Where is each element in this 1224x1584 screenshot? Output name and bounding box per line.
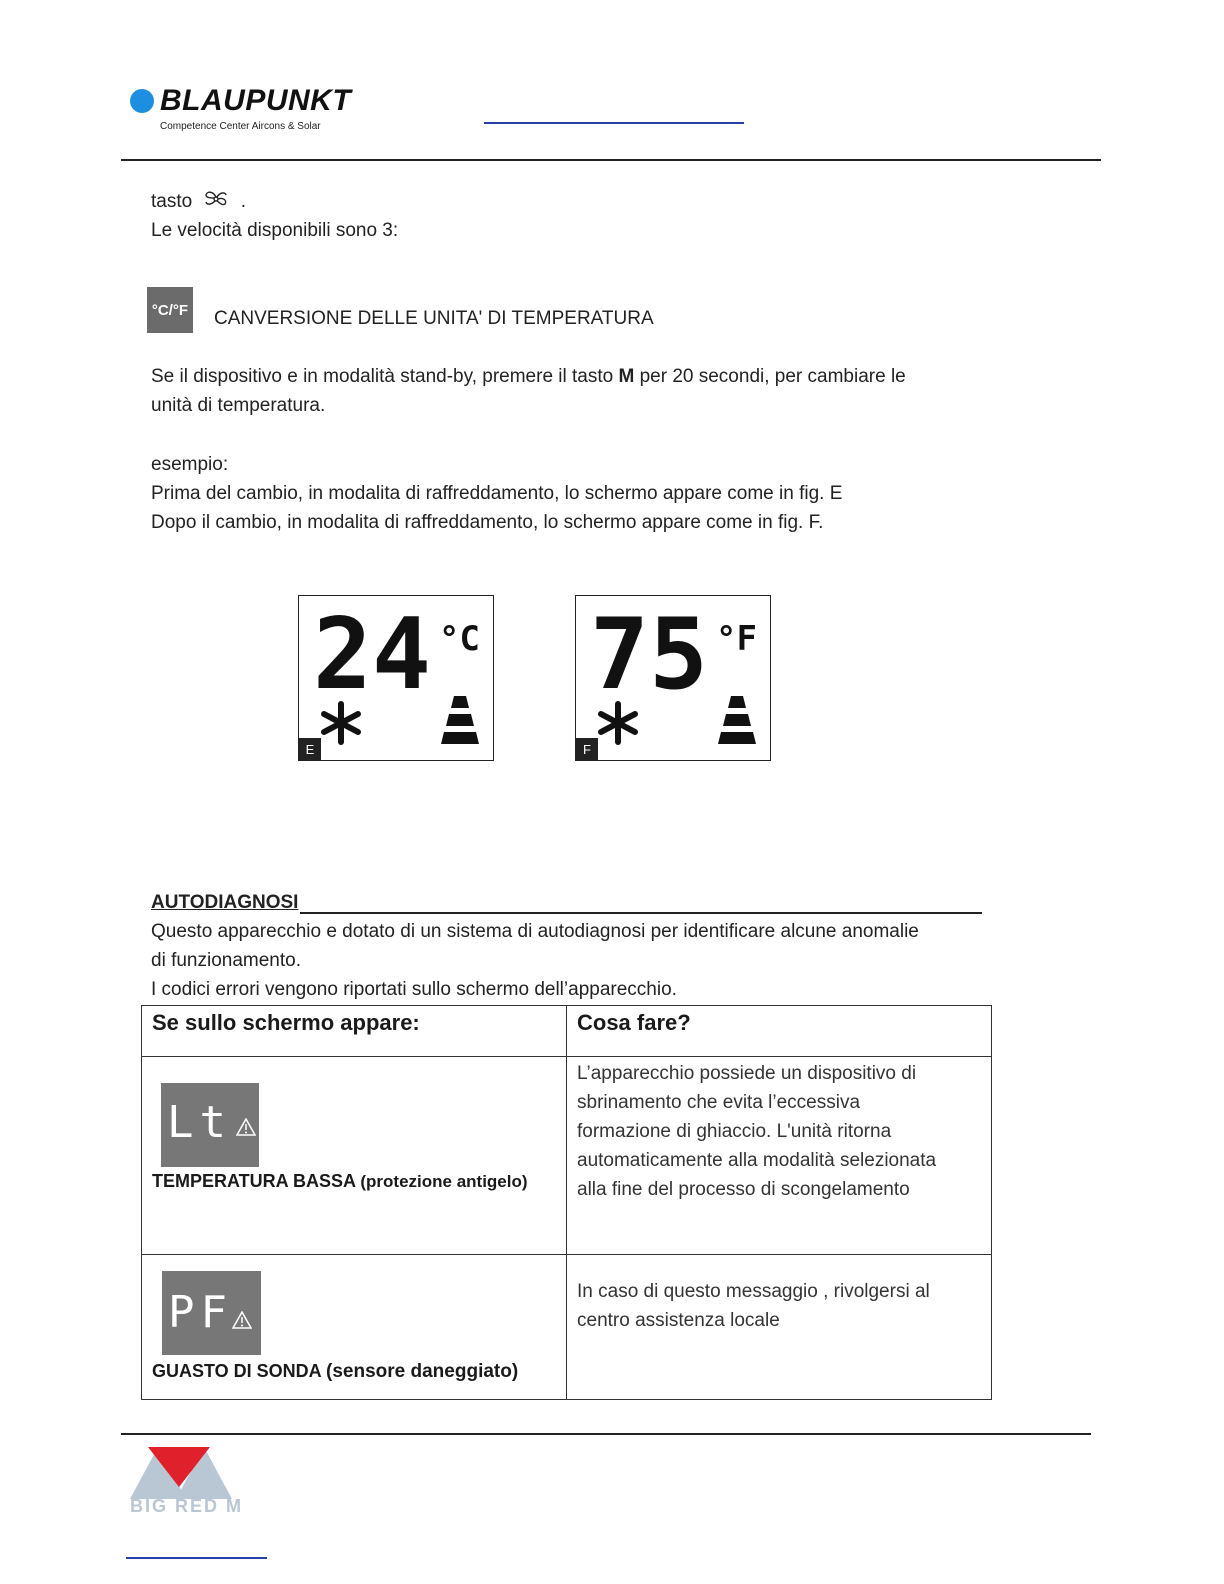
display-f-graphic — [576, 596, 770, 760]
error-codes-table — [141, 1005, 992, 1400]
display-f-unit: °F — [716, 619, 757, 659]
fan-icon — [201, 189, 231, 218]
error-action-lt — [567, 1057, 991, 1204]
autodiagnosi-rule — [300, 912, 982, 914]
brand-logo: BLAUPUNKT — [160, 84, 352, 117]
example-after: Dopo il cambio, in modalita di raffreddamento, lo schermo appare come in fig. F. — [151, 512, 824, 533]
error-code-lt: Lt — [167, 1097, 232, 1148]
example-label: esempio: — [151, 454, 229, 475]
action-line: formazione di ghiaccio. L'unità ritorna — [577, 1121, 892, 1142]
header-divider — [121, 159, 1101, 161]
conversion-para-a: Se il dispositivo e in modalità stand-by, premere il tasto — [151, 366, 619, 387]
display-f-value: 75 — [590, 598, 709, 712]
conversion-para-b: per 20 secondi, per cambiare le — [634, 366, 906, 387]
fan-level-icon — [718, 696, 756, 744]
error-code-pf: PF — [168, 1287, 233, 1338]
error-label-pf — [142, 1355, 566, 1383]
action-line: centro assistenza locale — [577, 1310, 780, 1331]
conversion-title: CANVERSIONE DELLE UNITA' DI TEMPERATURA — [214, 308, 654, 329]
error-action-pf — [567, 1255, 991, 1335]
autodiagnosi-title: AUTODIAGNOSI — [151, 892, 299, 913]
action-line: In caso di questo messaggio , rivolgersi al — [577, 1281, 930, 1302]
table-row — [142, 1057, 992, 1255]
display-e-value: 24 — [313, 598, 432, 712]
error-code-pf-display — [162, 1271, 261, 1355]
autodiagnosi-line3: I codici errori vengono riportati sullo schermo dell’apparecchio. — [151, 979, 677, 1000]
header-link[interactable] — [484, 122, 744, 124]
fan-speeds-text: Le velocità disponibili sono 3: — [151, 220, 399, 241]
action-line: L’apparecchio possiede un dispositivo di — [577, 1063, 917, 1084]
action-line: automaticamente alla modalità selezionata — [577, 1150, 937, 1171]
fan-level-icon — [441, 696, 479, 744]
fan-line-suffix: . — [240, 191, 247, 212]
table-header-row — [142, 1006, 992, 1057]
action-line: alla fine del processo di scongelamento — [577, 1179, 910, 1200]
footer-brand: BIG RED M — [130, 1496, 244, 1516]
display-e-unit: °C — [439, 619, 480, 659]
error-code-lt-display — [161, 1083, 259, 1167]
big-red-m-logo-icon — [130, 1445, 232, 1500]
footer-link[interactable] — [126, 1557, 267, 1559]
autodiagnosi-line1: Questo apparecchio e dotato di un sistema di autodiagnosi per identificare alcune anomalie — [151, 921, 919, 942]
fan-line-text: tasto — [151, 191, 193, 212]
display-figure-f — [575, 595, 771, 761]
table-row — [142, 1255, 992, 1400]
brand-subtitle: Competence Center Aircons & Solar — [160, 121, 321, 132]
error-label-pf-detail: (sensore daneggiato) — [326, 1361, 519, 1382]
error-label-lt-detail: (protezione antigelo) — [360, 1172, 528, 1191]
celsius-fahrenheit-icon: °C/°F — [147, 287, 193, 333]
example-before: Prima del cambio, in modalita di raffreddamento, lo schermo appare come in fig. E — [151, 483, 843, 504]
error-label-lt — [142, 1167, 566, 1192]
col1-header: Se sullo schermo appare: — [152, 1010, 420, 1035]
warning-icon — [232, 1311, 252, 1329]
warning-icon — [236, 1118, 256, 1136]
error-label-pf-main: GUASTO DI SONDA — [152, 1361, 322, 1381]
conversion-para-line1 — [151, 362, 906, 391]
action-line: sbrinamento che evita l’eccessiva — [577, 1092, 861, 1113]
error-label-lt-main: TEMPERATURA BASSA — [152, 1171, 356, 1191]
fan-line — [151, 187, 246, 218]
conversion-para-line2: unità di temperatura. — [151, 395, 326, 416]
footer-divider — [121, 1433, 1091, 1435]
mode-key-label: M — [618, 366, 635, 387]
col2-header: Cosa fare? — [577, 1010, 691, 1035]
display-e-graphic — [299, 596, 493, 760]
autodiagnosi-line2: di funzionamento. — [151, 950, 301, 971]
display-figure-e — [298, 595, 494, 761]
figure-e-tag: E — [299, 738, 321, 760]
figure-f-tag: F — [576, 738, 598, 760]
brand-logo-dot — [130, 89, 154, 113]
